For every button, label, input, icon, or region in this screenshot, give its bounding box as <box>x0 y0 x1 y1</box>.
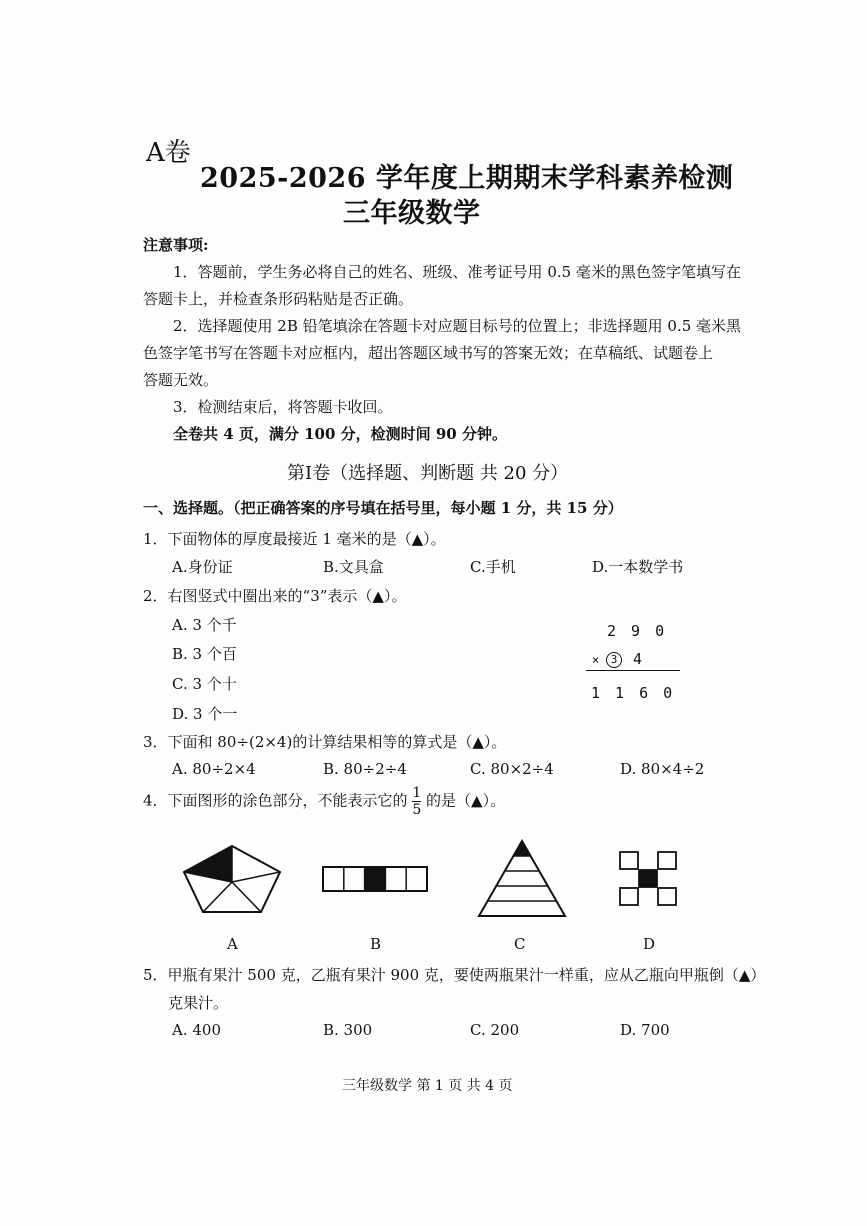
q5-option-a: A. 400 <box>172 1021 221 1039</box>
figure-c-triangle <box>475 838 569 920</box>
part1-heading: 第Ⅰ卷（选择题、判断题 共 20 分） <box>287 463 569 484</box>
paper-label: A卷 <box>146 138 191 168</box>
figure-b-strip <box>321 864 431 894</box>
q2-option-a: A. 3 个千 <box>172 616 237 634</box>
q1-option-a: A.身份证 <box>172 558 233 576</box>
notice-line-3: 2．选择题使用 2B 铅笔填涂在答题卡对应题目标号的位置上；非选择题用 0.5 毫米黑 <box>173 317 742 335</box>
q3-option-d: D. 80×4÷2 <box>620 760 705 778</box>
q4-stem-after: 的是（▲）。 <box>426 791 506 810</box>
figure-label-a: A <box>227 935 238 953</box>
circled-digit-text: 3 <box>610 653 618 666</box>
notice-line-4: 色签字笔书写在答题卡对应框内，超出答题区域书写的答案无效；在草稿纸、试题卷上 <box>143 344 714 362</box>
q5-option-b: B. 300 <box>323 1021 373 1039</box>
notice-line-1: 1．答题前，学生务必将自己的姓名、班级、准考证号用 0.5 毫米的黑色签字笔填写在 <box>173 263 741 281</box>
q1-stem: 1．下面物体的厚度最接近 1 毫米的是（▲）。 <box>143 530 446 548</box>
q3-option-a: A. 80÷2×4 <box>172 760 256 778</box>
fraction-denominator: 5 <box>412 802 422 818</box>
circled-digit <box>606 652 622 668</box>
q2-option-b: B. 3 个百 <box>172 645 237 663</box>
figure-label-d: D <box>643 935 656 953</box>
notice-line-5: 答题无效。 <box>143 371 219 389</box>
q1-option-b: B.文具盒 <box>323 558 384 576</box>
page-footer: 三年级数学 第 1 页 共 4 页 <box>342 1078 513 1094</box>
q1-option-c: C.手机 <box>470 558 516 576</box>
q2-option-d: D. 3 个一 <box>172 705 238 723</box>
vertical-result: 1 1 6 0 <box>591 684 673 702</box>
vertical-times-sign: × <box>592 653 600 667</box>
q2-stem: 2．右图竖式中圈出来的“3”表示（▲）。 <box>143 587 407 605</box>
figure-a-pentagon <box>180 842 284 916</box>
notice-summary: 全卷共 4 页，满分 100 分，检测时间 90 分钟。 <box>173 425 507 443</box>
vertical-multiplier: 4 <box>633 650 643 668</box>
exam-title: 2025-2026 学年度上期期末学科素养检测 <box>200 163 734 194</box>
q3-option-b: B. 80÷2÷4 <box>323 760 407 778</box>
section-title: 一、选择题。（把正确答案的序号填在括号里，每小题 1 分，共 15 分） <box>143 499 623 517</box>
vertical-top-number: 2 9 0 <box>607 622 665 640</box>
q4-stem-before: 4．下面图形的涂色部分，不能表示它的 <box>143 791 408 810</box>
exam-subtitle: 三年级数学 <box>343 198 481 229</box>
fraction-one-fifth <box>412 786 421 817</box>
q5-stem-line2: 克果汁。 <box>168 994 229 1012</box>
q3-option-c: C. 80×2÷4 <box>470 760 554 778</box>
notice-line-2: 答题卡上，并检查条形码粘贴是否正确。 <box>143 290 414 308</box>
fraction-numerator: 1 <box>412 785 422 801</box>
q5-option-c: C. 200 <box>470 1021 520 1039</box>
figure-label-b: B <box>370 935 382 953</box>
notice-line-6: 3．检测结束后，将答题卡收回。 <box>173 398 393 416</box>
q4-stem <box>143 786 505 817</box>
notice-heading: 注意事项: <box>143 236 209 254</box>
q5-option-d: D. 700 <box>620 1021 670 1039</box>
figure-label-c: C <box>514 935 526 953</box>
q3-stem: 3．下面和 80÷(2×4)的计算结果相等的算式是（▲）。 <box>143 733 507 751</box>
q1-option-d: D.一本数学书 <box>592 558 684 576</box>
vertical-line <box>586 670 680 671</box>
q5-stem-line1: 5．甲瓶有果汁 500 克，乙瓶有果汁 900 克，要使两瓶果汁一样重，应从乙瓶向甲瓶倒（▲） <box>143 966 766 984</box>
figure-d-squares <box>618 850 680 908</box>
q2-option-c: C. 3 个十 <box>172 675 237 693</box>
